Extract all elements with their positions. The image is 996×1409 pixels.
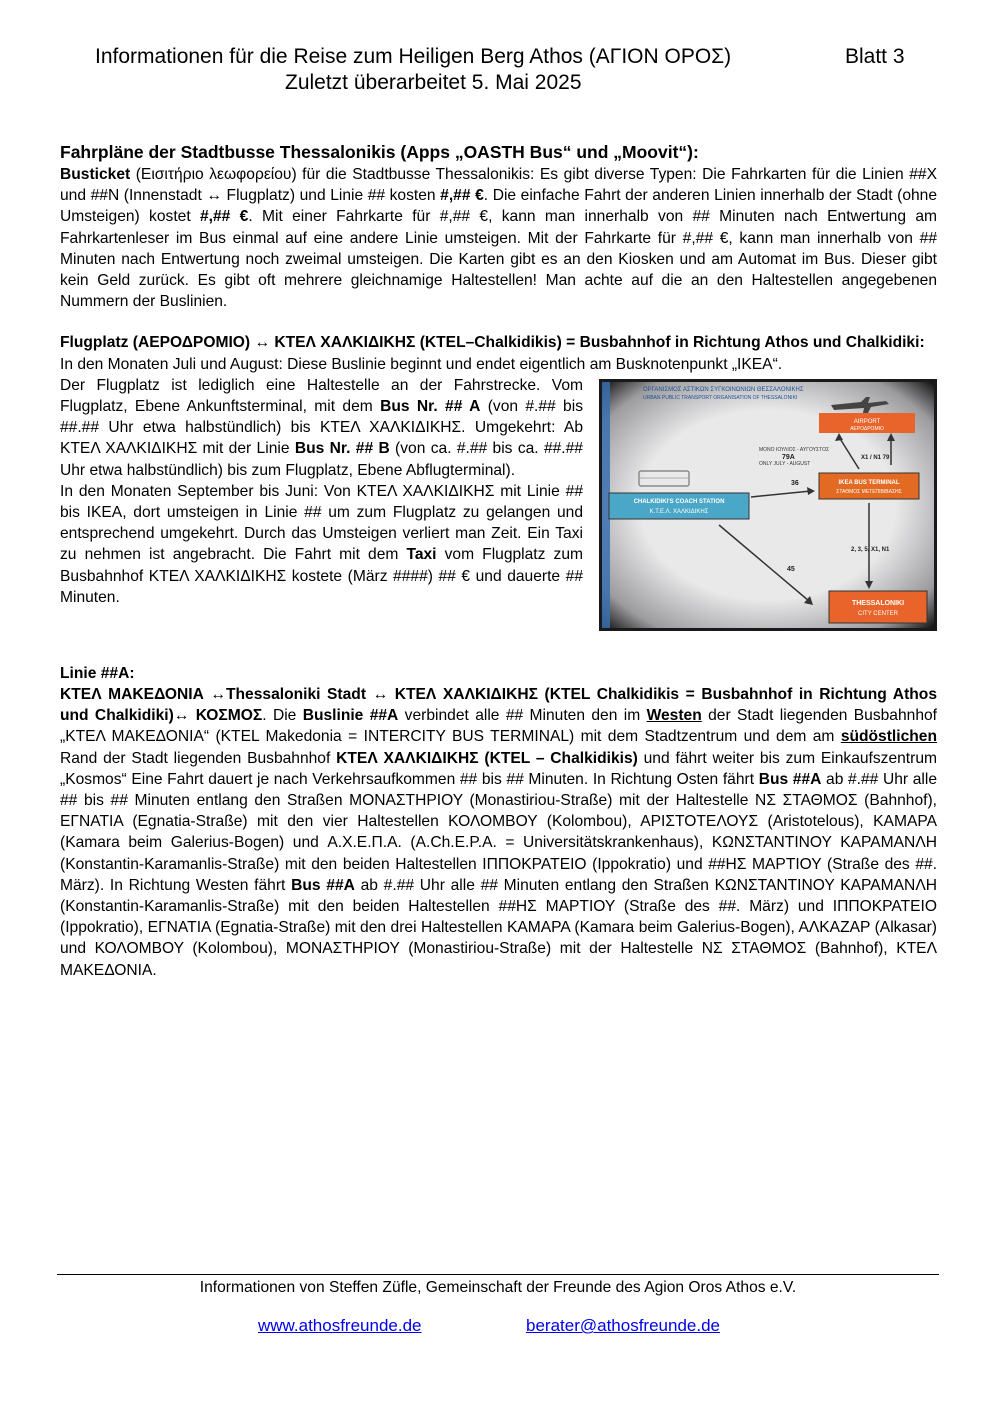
airport-label: AIRPORT bbox=[853, 418, 881, 425]
spacer bbox=[60, 312, 937, 332]
website-link[interactable]: www.athosfreunde.de bbox=[258, 1316, 422, 1335]
last-updated: Zuletzt überarbeitet 5. Mai 2025 bbox=[285, 71, 582, 94]
line-a-heading: Linie ##A: bbox=[60, 664, 135, 682]
suedoestlich-underlined: südöstlichen bbox=[840, 728, 937, 746]
text-span: Rand der Stadt liegenden Busbahnhof bbox=[60, 749, 337, 767]
ikea-terminal-greek: ΣΤΑΘΜΟΣ ΜΕΤΕΠΙΒΙΒΑΣΗΣ bbox=[836, 488, 902, 495]
text-span: . Die einfache Fahrt der anderen Linien innerhalb der Stadt (ohne Umsteigen) kostet bbox=[60, 187, 938, 226]
busticket-term: Busticket bbox=[60, 166, 131, 183]
text-span: (von ca. #.## bis ca. ##.## Uhr etwa halbstündlich) bis zum Flugplatz, Ebene Abflugterminal). bbox=[60, 440, 583, 479]
bus-map-photo bbox=[599, 379, 937, 631]
line-45-label: 45 bbox=[787, 565, 795, 573]
city-center-box bbox=[829, 591, 927, 623]
airport-intro-paragraph bbox=[60, 354, 937, 375]
airport-label-greek: ΑΕΡΟΔΡΟΜΙΟ bbox=[850, 425, 884, 432]
buslinie-label: Buslinie ##A bbox=[302, 707, 399, 725]
taxi-label: Taxi bbox=[406, 546, 437, 564]
org-greek: ΟΡΓΑΝΙΣΜΟΣ ΑΣΤΙΚΩΝ ΣΥΓΚΟΙΝΩΝΙΩΝ ΘΕΣΣΑΛΟΝΙΚΗΣ bbox=[643, 386, 804, 393]
airport-heading-text: Flugplatz (ΑΕΡΟΔΡΟΜΙΟ) ↔ ΚΤΕΛ ΧΑΛΚΙΔΙΚΗΣ (KTEL–Chalkidikis) = Busbahnhof in Richtung Athos und Chalkidiki: bbox=[60, 334, 925, 352]
seasonal-note: ΜΟΝΟ ΙΟΥΛΙΟΣ - ΑΥΓΟΥΣΤΟΣ bbox=[759, 446, 830, 453]
text-span: In den Monaten September bis Juni: Von ΚΤΕΛ ΧΑΛΚΙΔΙΚΗΣ mit Linie ## bis IKEA, dort umsteigen in Linie ## um zum Flugplatz zu gelangen und entsprechend umgekehrt. Durch das Umsteigen verliert man Zeit. Ein Taxi zu nehmen ist angebracht. Die Fahrt mit dem bbox=[60, 482, 583, 564]
page-header bbox=[95, 44, 905, 94]
footer-text: Informationen von Steffen Züfle, Gemeinschaft der Freunde des Agion Oros Athos e.V. bbox=[199, 1279, 797, 1296]
westen-underlined: Westen bbox=[646, 707, 702, 725]
city-center-label: CITY CENTER bbox=[858, 610, 898, 617]
line-79a-label: 79A bbox=[782, 453, 795, 461]
section-heading-line-a bbox=[60, 663, 937, 684]
busticket-paragraph bbox=[60, 164, 937, 312]
text-span: (von #.## bis ##.## Uhr etwa halbstündlich) bis ΚΤΕΛ ΧΑΛΚΙΔΙΚΗΣ. Umgekehrt: Ab ΚΤΕΛ ΧΑΛΚΙΔΙΚΗΣ mit der Linie bbox=[60, 398, 583, 458]
line-a-paragraph bbox=[60, 684, 937, 981]
text-span: vom Flugplatz zum Busbahnhof ΚΤΕΛ ΧΑΛΚΙΔΙΚΗΣ kostete (März ####) ## € und dauerte ## Minuten. bbox=[60, 546, 583, 606]
bus-network-diagram bbox=[599, 379, 937, 631]
text-span: . Mit einer Fahrkarte für #,## €, kann man innerhalb von ## Minuten nach Entwertung am Fahrkartenleser im Bus einmal auf eine andere Linie umsteigen. Mit der Fahrkarte für #,## €, kann man innerhalb von ## Minuten nach Entwertung noch zweimal umsteigen. Die Karten gibt es an den Kiosken und am Automat im Bus. Dieser gibt kein Geld zurück. Es gibt oft mehrere gleichnamige Haltestellen! Man achte auf die an den Haltestellen angegebenen Nummern der Buslinien. bbox=[60, 208, 937, 311]
bus-b-label: Bus Nr. ## B bbox=[294, 440, 390, 458]
ikea-terminal-label: IKEA BUS TERMINAL bbox=[838, 479, 900, 486]
coach-station-label: CHALKIDIKI'S COACH STATION bbox=[633, 498, 725, 505]
text-span: (Εισιτήριο λεωφορείου) für die Stadtbusse Thessalonikis: Es gibt diverse Typen: Die Fahrkarten für die Linien ##X und ##N (Innenstadt ↔ Flugplatz) und Linie ## kosten bbox=[60, 166, 937, 205]
section-heading-city-bus: Fahrpläne der Stadtbusse Thessalonikis (Apps „OASTH Bus“ und „Moovit“): bbox=[60, 142, 699, 162]
ikea-terminal-box bbox=[819, 473, 919, 499]
text-span: und fährt weiter bis zum Einkaufszentrum „Kosmos“ Eine Fahrt dauert je nach Verkehrsaufkommen ## bis ## Minuten. In Richtung Osten fährt bbox=[60, 749, 937, 788]
seasonal-note-en: ONLY JULY - AUGUST bbox=[759, 460, 811, 467]
ktel-chalkidikis-bold: ΚΤΕΛ ΧΑΛΚΙΔΙΚΗΣ (KTEL – Chalkidikis) bbox=[336, 749, 638, 767]
price-bold: #,## € bbox=[440, 187, 484, 205]
bus-a-label: Bus Nr. ## A bbox=[380, 398, 481, 416]
coach-station-box bbox=[609, 493, 749, 519]
line-a-route: ΚΤΕΛ ΜΑΚΕΔΟΝΙΑ ↔Thessaloniki Stadt ↔ ΚΤΕΛ ΧΑΛΚΙΔΙΚΗΣ (KTEL Chalkidikis = Busbahnhof in Richtung Athos und Chalkidiki)↔ ΚΟΣΜΟΣ bbox=[60, 686, 937, 725]
intro-text: In den Monaten Juli und August: Diese Buslinie beginnt und endet eigentlich am Busknotenpunkt „IKEA“. bbox=[60, 355, 783, 373]
line-x1-label: X1 / N1 79 bbox=[861, 454, 890, 461]
price-bold: #,## € bbox=[200, 208, 249, 226]
city-lines-label: 2, 3, 5, X1, N1 bbox=[851, 546, 890, 553]
text-span: . Die bbox=[262, 707, 303, 725]
city-label: THESSALONIKI bbox=[851, 599, 905, 607]
main-content bbox=[60, 140, 937, 981]
bus-label-east: Bus ##A bbox=[758, 770, 822, 788]
org-english: URBAN PUBLIC TRANSPORT ORGANISATION OF THESSALONIKI bbox=[643, 394, 798, 401]
coach-station-greek: Κ.Τ.Ε.Λ. ΧΑΛΚΙΔΙΚΗΣ bbox=[649, 508, 709, 515]
text-span: der Stadt liegenden Busbahnhof „ΚΤΕΛ ΜΑΚΕΔΟΝΙΑ“ (KTEL Makedonia = INTERCITY BUS TERMINAL) mit dem Stadtzentrum und dem am bbox=[60, 707, 938, 746]
text-span: Der Flugplatz ist lediglich eine Haltestelle an der Fahrstrecke. Vom Flugplatz, Ebene Ankunftsterminal, mit dem bbox=[60, 376, 583, 416]
footer-divider bbox=[57, 1274, 939, 1275]
spacer bbox=[60, 635, 937, 663]
document-title: Informationen für die Reise zum Heiligen Berg Athos (ΑΓΙΟΝ ΟΡΟΣ) bbox=[95, 45, 732, 68]
email-link[interactable]: berater@athosfreunde.de bbox=[526, 1316, 720, 1335]
sheet-number: Blatt 3 bbox=[845, 45, 905, 68]
section-heading-airport bbox=[60, 332, 937, 353]
bus-label-west: Bus ##A bbox=[291, 876, 355, 894]
line-36-label: 36 bbox=[791, 479, 799, 487]
text-span: ab #.## Uhr alle ## Minuten entlang den Straßen ΚΩΝΣΤΑΝΤΙΝΟΥ ΚΑΡΑΜΑΝΛΗ (Konstantin-Karamanlis-Straße) mit den beiden Haltestellen ##ΗΣ ΜΑΡΤΙΟΥ (Straße des ##. März) und ΙΠΠΟΚΡΑΤΕΙΟ (Ippokratio), ΕΓΝΑΤΙΑ (Egnatia-Straße) mit den drei Haltestellen ΚΑΜΑΡΑ (Kamara beim Galerius-Bogen), ΑΛΚΑΖΑΡ (Alkasar) und ΚΟΛΟΜΒΟΥ (Kolombou), ΜΟΝΑΣΤΗΡΙΟΥ (Monastiriou-Straße) mit der Haltestelle ΝΣ ΣΤΑΘΜΟΣ (Bahnhof), ΚΤΕΛ ΜΑΚΕΔΟΝΙΑ. bbox=[60, 876, 937, 979]
text-span: verbindet alle ## Minuten den im bbox=[398, 707, 647, 725]
text-span: ab #.## Uhr alle ## bis ## Minuten entlang den Straßen ΜΟΝΑΣΤΗΡΙΟΥ (Monastiriou-Straße) mit der Haltestelle ΝΣ ΣΤΑΘΜΟΣ (Bahnhof), ΕΓΝΑΤΙΑ (Egnatia-Straße) mit den vier Haltestellen ΚΟΛΟΜΒΟΥ (Kolombou), ΑΡΙΣΤΟΤΕΛΟΥΣ (Aristotelous), ΚΑΜΑΡΑ (Kamara beim Galerius-Bogen) und Α.Χ.Ε.Π.Α. (A.Ch.E.P.A. = Universitätskrankenhaus), ΚΩΝΣΤΑΝΤΙΝΟΥ ΚΑΡΑΜΑΝΛΗ (Konstantin-Karamanlis-Straße) mit den beiden Haltestellen ΙΠΠΟΚΡΑΤΕΙΟ (Ippokratio) und ##ΗΣ ΜΑΡΤΙΟΥ (Straße des ##. März). In Richtung Westen fährt bbox=[60, 770, 937, 894]
